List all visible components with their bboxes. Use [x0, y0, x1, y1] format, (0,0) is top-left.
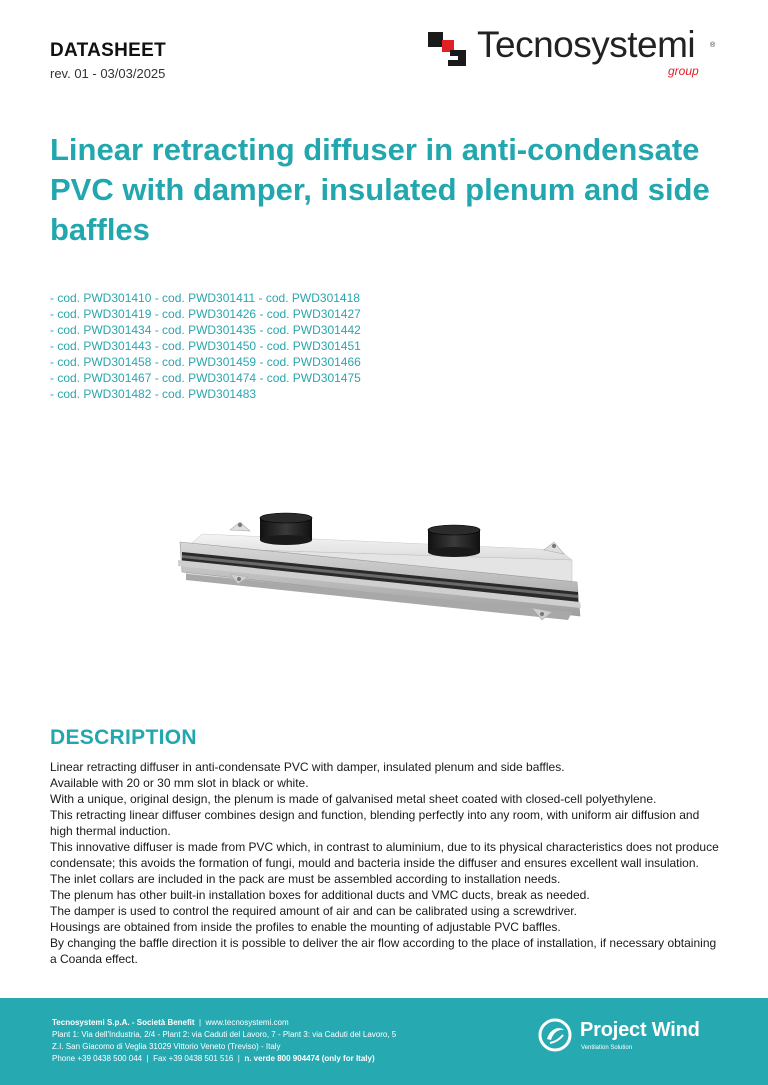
- description-line: Linear retracting diffuser in anti-condensate PVC with damper, insulated plenum and side baffles.: [50, 760, 565, 774]
- code-line: - cod. PWD301458 - cod. PWD301459 - cod. PWD301466: [50, 355, 361, 369]
- toll-free: n. verde 800 904474 (only for Italy): [244, 1054, 375, 1063]
- description-line: Housings are obtained from inside the profiles to enable the mounting of adjustable PVC baffles.: [50, 920, 561, 934]
- footer: [0, 998, 768, 1085]
- tecnosystemi-mark-icon: [428, 30, 468, 68]
- tecnosystemi-logo: [428, 26, 728, 82]
- footer-contact: Tecnosystemi S.p.A. - Società Benefit | www.tecnosystemi.com Plant 1: Via dell'Industria, 2/4 - Plant 2: via Caduti del Lavoro, 7 - Plant 3: via Caduti del Lavoro, 5 Z.I. San Giacomo di Veglia 31029 Vittorio Veneto (Treviso) - Italy Phone +39 0438 500 044 | Fax +39 0438 501 516 | n. verde 800 904474 (only for Italy): [52, 1018, 397, 1063]
- description-line: With a unique, original design, the plenum is made of galvanised metal sheet coated with closed-cell polyethylene.: [50, 792, 657, 806]
- description-line: The damper is used to control the required amount of air and can be calibrated using a screwdriver.: [50, 904, 577, 918]
- description-line: Available with 20 or 30 mm slot in black or white.: [50, 776, 309, 790]
- description-heading: DESCRIPTION: [50, 726, 197, 749]
- logo-wordmark: Tecnosystemi: [477, 24, 696, 65]
- phone: Phone +39 0438 500 044: [52, 1054, 143, 1063]
- project-wind-mark-icon: [538, 1018, 572, 1052]
- description-line: The plenum has other built-in installation boxes for additional ducts and VMC ducts, break as needed.: [50, 888, 590, 902]
- revision-date: rev. 01 - 03/03/2025: [50, 66, 166, 81]
- postal-address: Z.I. San Giacomo di Veglia 31029 Vittorio Veneto (Treviso) - Italy: [52, 1042, 281, 1051]
- description-line: The inlet collars are included in the pack are must be assembled according to installation needs.: [50, 872, 561, 886]
- header-meta: [50, 40, 166, 81]
- code-line: - cod. PWD301410 - cod. PWD301411 - cod. PWD301418: [50, 291, 360, 305]
- plants-address: Plant 1: Via dell'Industria, 2/4 - Plant 2: via Caduti del Lavoro, 7 - Plant 3: via Caduti del Lavoro, 5: [52, 1030, 397, 1039]
- project-wind-logo: [538, 1016, 728, 1056]
- product-image: [172, 508, 584, 638]
- logo-group: group: [668, 64, 699, 78]
- fax: Fax +39 0438 501 516: [153, 1054, 234, 1063]
- description-line: This innovative diffuser is made from PVC which, in contrast to aluminium, due to its physical characteristics does not produce condensate; this avoids the formation of fungi, mould and bacteria inside the diffuser and ensures excellent wall insulation.: [50, 840, 719, 870]
- description-line: By changing the baffle direction it is possible to deliver the air flow according to the place of installation, if necessary obtaining a Coanda effect.: [50, 936, 717, 966]
- code-line: - cod. PWD301443 - cod. PWD301450 - cod. PWD301451: [50, 339, 361, 353]
- website-link[interactable]: www.tecnosystemi.com: [205, 1018, 289, 1027]
- brand-subtitle: Ventilation Solution: [581, 1045, 633, 1051]
- product-title: Linear retracting diffuser in anti-condensate PVC with damper, insulated plenum and side baffles: [50, 132, 710, 247]
- brand-name: Project Wind: [580, 1019, 700, 1041]
- code-line: - cod. PWD301419 - cod. PWD301426 - cod. PWD301427: [50, 307, 361, 321]
- company-name: Tecnosystemi S.p.A. - Società Benefit: [52, 1018, 195, 1027]
- registered-mark: ®: [710, 42, 716, 49]
- description-body: [50, 759, 722, 967]
- code-line: - cod. PWD301467 - cod. PWD301474 - cod. PWD301475: [50, 371, 361, 385]
- code-line: - cod. PWD301434 - cod. PWD301435 - cod. PWD301442: [50, 323, 361, 337]
- description-line: This retracting linear diffuser combines design and function, blending perfectly into any room, with uniform air diffusion and high thermal induction.: [50, 808, 700, 838]
- doc-type: DATASHEET: [50, 40, 166, 61]
- code-line: - cod. PWD301482 - cod. PWD301483: [50, 387, 257, 401]
- product-codes: [50, 290, 361, 402]
